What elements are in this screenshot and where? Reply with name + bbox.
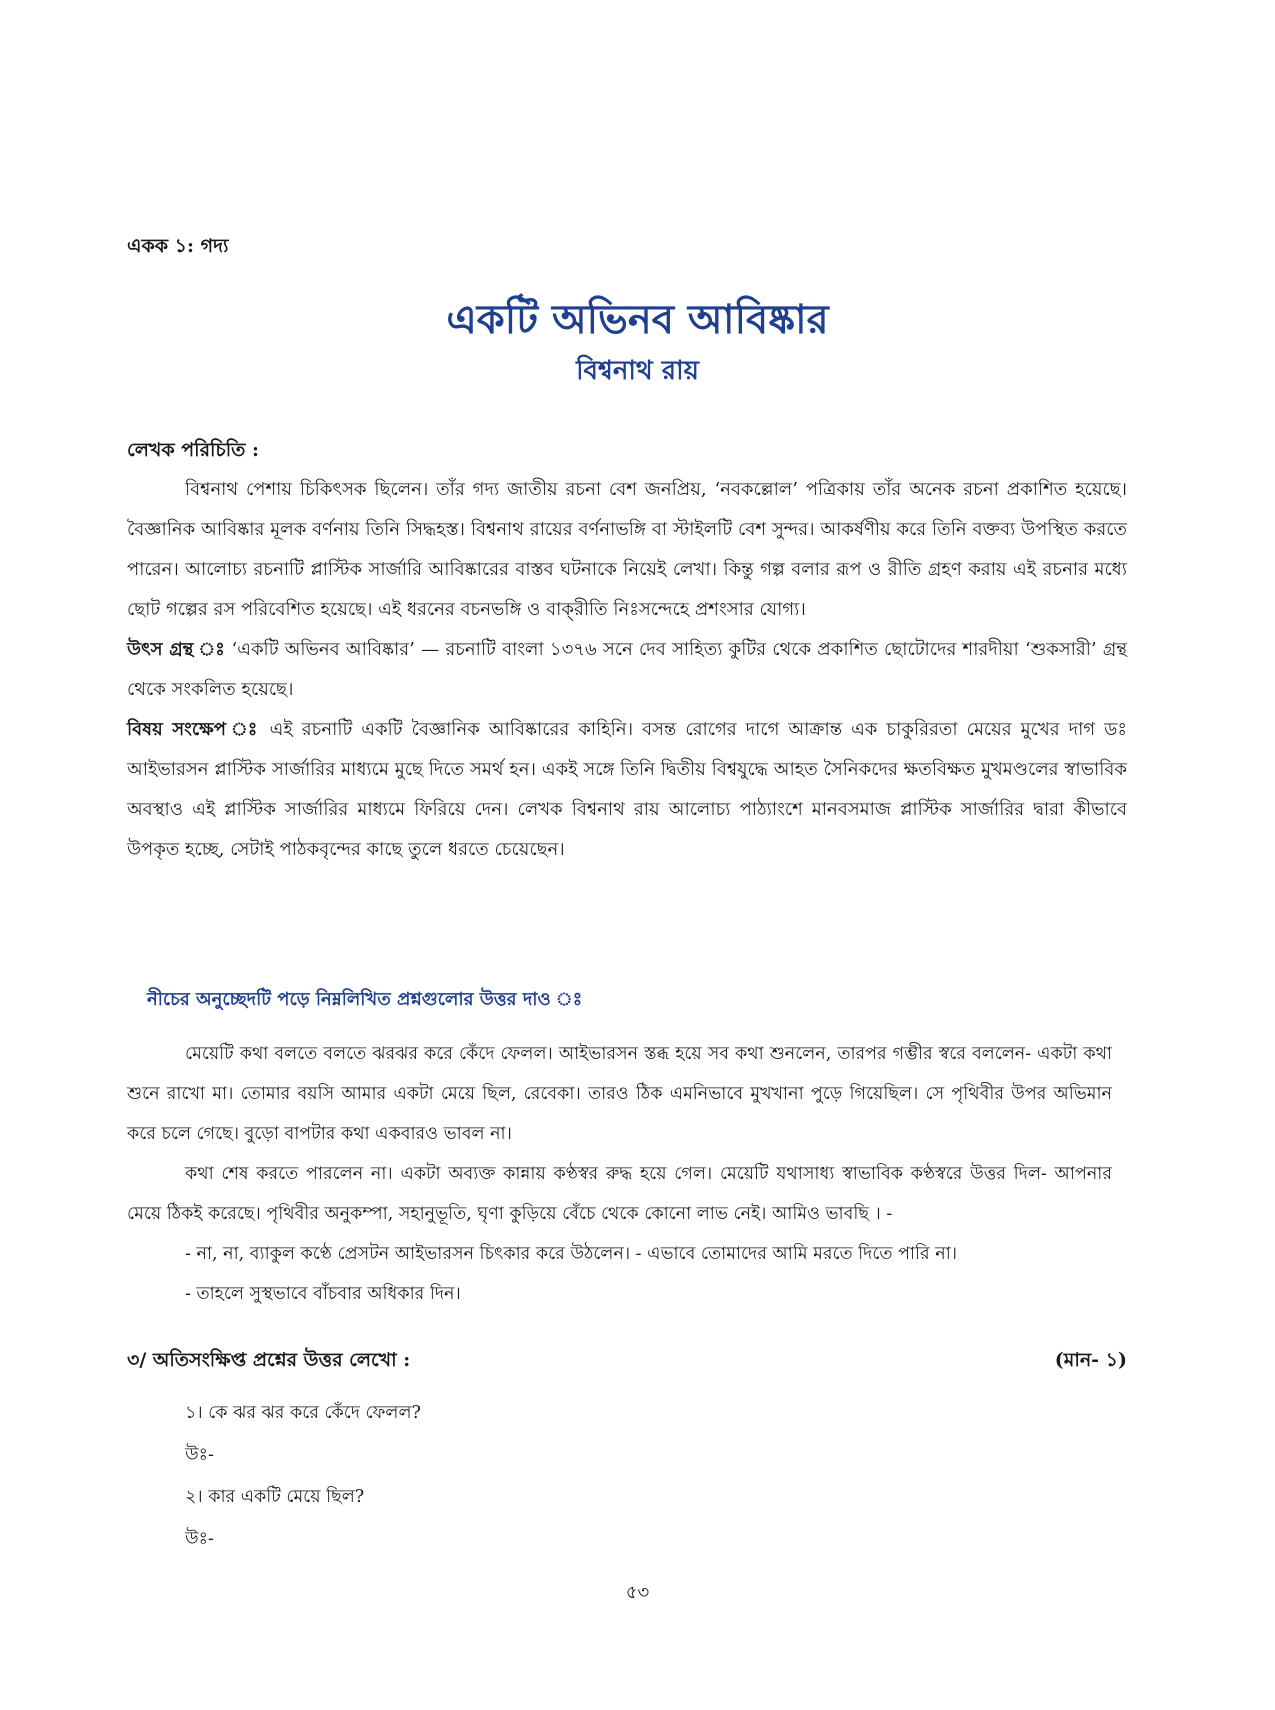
lesson-title: একটি অভিনব আবিষ্কার [446, 296, 829, 343]
questions-heading: ৩/ অতিসংক্ষিপ্ত প্রশ্নের উত্তর লেখো : [127, 1349, 411, 1371]
passage-paragraph-4: - তাহলে সুস্থভাবে বাঁচবার অধিকার দিন। [185, 1284, 461, 1304]
passage-paragraph-1: মেয়েটি কথা বলতে বলতে ঝরঝর করে কেঁদে ফেলল। আইভারসন স্তব্ধ হয়ে সব কথা শুনলেন, তারপর গম্ভীর স্বরে বললেন- একটা কথা শুনে রাখো মা। তোমার বয়সি আমার একটা মেয়ে ছিল, রেবেকা। তারও ঠিক এমনিভাবে মুখখানা পুড়ে গিয়েছিল। সে পৃথিবীর উপর অভিমান করে চলে গেছে। বুড়ো বাপটার কথা একবারও ভাবল না। [127, 1044, 1112, 1144]
author-intro-section [127, 430, 1127, 870]
passage-paragraph-2: কথা শেষ করতে পারলেন না। একটা অব্যক্ত কান্নায় কণ্ঠস্বর রুদ্ধ হয়ে গেল। মেয়েটি যথাসাধ্য স্বাভাবিক কণ্ঠস্বরে উত্তর দিল- আপনার মেয়ে ঠিকই করেছে। পৃথিবীর অনুকম্পা, সহানুভূতি, ঘৃণা কুড়িয়ে বেঁচে থেকে কোনো লাভ নেই। আমিও ভাবছি । - [127, 1164, 1112, 1224]
source-paragraph [127, 630, 1127, 710]
question-1: ১। কে ঝর ঝর করে কেঁদে ফেলল? [185, 1403, 421, 1423]
question-list [185, 1392, 985, 1560]
answer-2-prompt: উঃ- [185, 1529, 214, 1549]
summary-text: এই রচনাটি একটি বৈজ্ঞানিক আবিষ্কারের কাহিনি। বসন্ত রোগের দাগে আক্রান্ত এক চাকুরিরতা মেয়ের মুখের দাগ ডঃ আইভারসন প্লাস্টিক সার্জারির মাধ্যমে মুছে দিতে সমর্থ হন। একই সঙ্গে তিনি দ্বিতীয় বিশ্বযুদ্ধে আহত সৈনিকদের ক্ষতবিক্ষত মুখমণ্ডলের স্বাভাবিক অবস্থাও এই প্লাস্টিক সার্জারির মাধ্যমে ফিরিয়ে দেন। লেখক বিশ্বনাথ রায় আলোচ্য পাঠ্যাংশে মানবসমাজ প্লাস্টিক সার্জারির দ্বারা কীভাবে উপকৃত হচ্ছে, সেটাই পাঠকবৃন্দের কাছে তুলে ধরতে চেয়েছেন। [127, 719, 1127, 860]
question-2: ২। কার একটি মেয়ে ছিল? [185, 1487, 365, 1507]
source-heading: উৎস গ্রন্থ ঃ [127, 639, 226, 660]
marks-label: (মান- ১) [1054, 1349, 1127, 1371]
questions-heading-row [127, 1346, 1127, 1378]
source-text: ‘একটি অভিনব আবিষ্কার’ — রচনাটি বাংলা ১৩৭৬ সনে দেব সাহিত্য কুটির থেকে প্রকাশিত ছোটোদের শারদীয়া ‘শুকসারী’ গ্রন্থ থেকে সংকলিত হয়েছে। [127, 639, 1127, 700]
summary-paragraph [127, 710, 1127, 870]
author-intro-heading: লেখক পরিচিতি : [127, 439, 260, 461]
author-intro-text: বিশ্বনাথ পেশায় চিকিৎসক ছিলেন। তাঁর গদ্য জাতীয় রচনা বেশ জনপ্রিয়, ‘নবকল্লোল’ পত্রিকায় তাঁর অনেক রচনা প্রকাশিত হয়েছে। বৈজ্ঞানিক আবিষ্কার মূলক বর্ণনায় তিনি সিদ্ধহস্ত। বিশ্বনাথ রায়ের বর্ণনাভঙ্গি বা স্টাইলটি বেশ সুন্দর। আকর্ষণীয় করে তিনি বক্তব্য উপস্থিত করতে পারেন। আলোচ্য রচনাটি প্লাস্টিক সার্জারি আবিষ্কারের বাস্তব ঘটনাকে নিয়েই লেখা। কিন্তু গল্প বলার রূপ ও রীতি গ্রহণ করায় এই রচনার মধ্যে ছোট গল্পের রস পরিবেশিত হয়েছে। এই ধরনের বচনভঙ্গি ও বাক্‌রীতি নিঃসন্দেহে প্রশংসার যোগ্য। [127, 479, 1127, 620]
reading-instruction: নীচের অনুচ্ছেদটি পড়ে নিম্নলিখিত প্রশ্নগুলোর উত্তর দাও ঃ [147, 989, 583, 1010]
reading-passage [127, 1034, 1112, 1314]
passage-paragraph-3: - না, না, ব্যাকুল কণ্ঠে প্রেসটন আইভারসন চিৎকার করে উঠলেন। - এভাবে তোমাদের আমি মরতে দিতে পারি না। [185, 1244, 958, 1264]
author-name: বিশ্বনাথ রায় [576, 356, 699, 386]
unit-label: একক ১: গদ্য [127, 235, 229, 257]
page-number: ৫৩ [625, 1582, 650, 1603]
summary-heading: বিষয় সংক্ষেপ ঃ [127, 719, 261, 740]
answer-1-prompt: উঃ- [185, 1445, 214, 1465]
